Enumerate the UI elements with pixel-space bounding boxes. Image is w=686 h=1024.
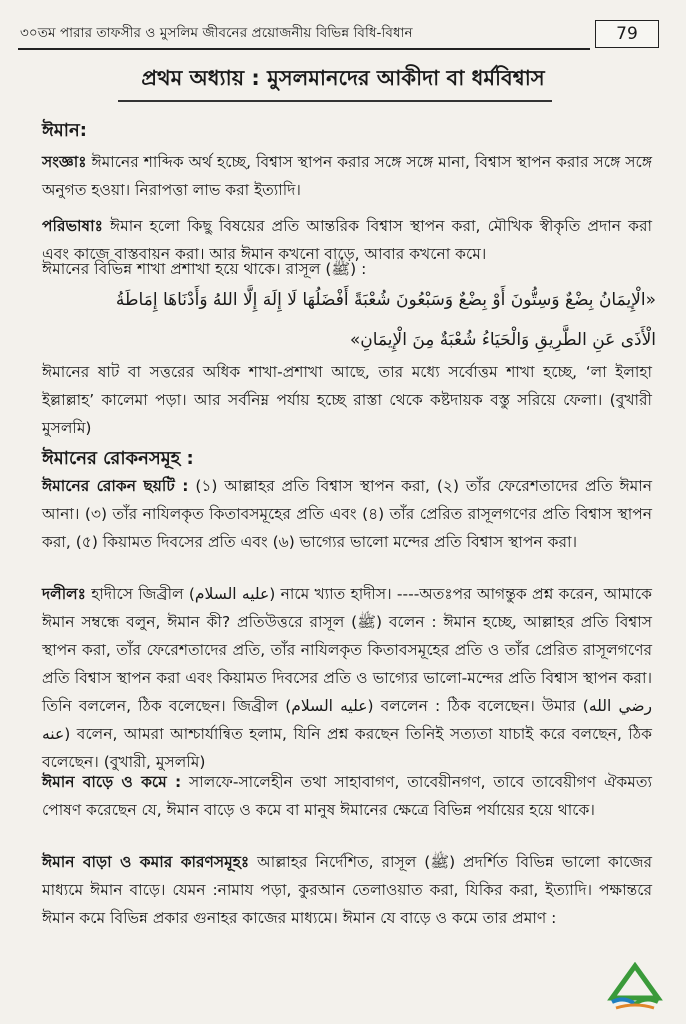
header-title: ৩০তম পারার তাফসীর ও মুসলিম জীবনের প্রয়োজনীয় বিভিন্ন বিধি-বিধান xyxy=(20,25,413,41)
six-pillars-label: ঈমানের রোকন ছয়টি : xyxy=(42,477,189,495)
hadith-arabic-line-2: الْأَذَى عَنِ الطَّرِيقِ وَالْحَيَاءُ شُعْبَةٌ مِنَ الْإِيمَانِ» xyxy=(349,330,656,350)
publisher-logo-icon xyxy=(606,962,664,1014)
page-number: 79 xyxy=(595,20,659,48)
pillars-heading: ঈমানের রোকনসমূহ : xyxy=(42,448,194,469)
logo-triangle xyxy=(612,966,658,998)
increase-decrease-paragraph xyxy=(42,768,652,824)
logo-book-right xyxy=(635,999,658,1004)
reasons-paragraph xyxy=(42,848,652,932)
running-header xyxy=(18,20,666,50)
chapter-title: প্রথম অধ্যায় : মুসলমানদের আকীদা বা ধর্মবিশ্বাস xyxy=(141,66,545,90)
chapter-title-underline xyxy=(118,100,552,102)
evidence-text: হাদীসে জিব্রীল (عليه السلام) নামে খ্যাত হাদীস। ----অতঃপর আগন্তুক প্রশ্ন করেন, আমাকে ঈমান সম্বন্ধে বলুন, ঈমান কী? প্রতিউত্তরে রাসূল (ﷺ) বলেন : ঈমান হচ্ছে, আল্লাহর প্রতি বিশ্বাস স্থাপন করা, তাঁর ফেরেশতাদের প্রতি, তাঁর নাযিলকৃত কিতাবসমূহের প্রতি ও তাঁর প্রেরিত রাসূলগণের প্রতি বিশ্বাস স্থাপন করা এবং কিয়ামত দিবসের প্রতি ও ভাগ্যের ভালো-মন্দের প্রতি বিশ্বাস স্থাপন করা। তিনি বললেন, ঠিক বলেছেন। জিব্রীল (عليه السلام) বললেন : ঠিক বলেছেন। উমার (رضي الله عنه) বলেন, আমরা আশ্চার্যান্বিত হলাম, যিনি প্রশ্ন করছেন তিনিই সত্যতা যাচাই করে বলছেন, ঠিক বলেছেন। (বুখারী, মুসলমি) xyxy=(42,585,653,771)
terminology-label: পরিভাষাঃ xyxy=(42,217,103,235)
six-pillars-text: (১) আল্লাহর প্রতি বিশ্বাস স্থাপন করা, (২) তাঁর ফেরেশতাদের প্রতি ঈমান আনা। (৩) তাঁর নাযিলকৃত কিতাবসমূহের প্রতি এবং (৪) তাঁর প্রেরিত রাসূলগণের প্রতি বিশ্বাস স্থাপন করা, (৫) কিয়ামত দিবসের প্রতি এবং (৬) ভাগ্যের ভালো মন্দের প্রতি বিশ্বাস স্থাপন করা। xyxy=(42,477,653,551)
increase-decrease-label: ঈমান বাড়ে ও কমে : xyxy=(42,773,182,791)
evidence-paragraph xyxy=(42,580,652,776)
hadith-arabic-line-1: «الْإِيمَانُ بِضْعٌ وَسِتُّونَ أَوْ بِضْعٌ وَسَبْعُونَ شُعْبَةً أَفْضَلُهَا لَا إِلَهَ إِلَّا اللهُ وَأَدْنَاهَا إِمَاطَةُ xyxy=(115,290,656,310)
reasons-label: ঈমান বাড়া ও কমার কারণসমূহঃ xyxy=(42,853,250,871)
reasons-text: আল্লাহর নির্দেশিত, রাসূল (ﷺ) প্রদর্শিত বিভিন্ন ভালো কাজের মাধ্যমে ঈমান বাড়ে। যেমন :নামায পড়া, কুরআন তেলাওয়াত করা, যিকির করা, ইত্যাদি। পক্ষান্তরে ঈমান কমে বিভিন্ন প্রকার গুনাহর কাজের মাধ্যমে। ঈমান যে বাড়ে ও কমে তার প্রমাণ : xyxy=(42,853,653,927)
logo-book-left xyxy=(612,999,635,1004)
definition-label: সংজ্ঞাঃ xyxy=(42,153,87,171)
branches-explanation: ঈমানের ষাট বা সত্তরের অধিক শাখা-প্রশাখা আছে, তার মধ্যে সর্বোত্তম শাখা হচ্ছে, ‘লা ইলাহা ইল্লাল্লাহ’ কালেমা পড়া। আর সর্বনিম্ন পর্যায় হচ্ছে রাস্তা থেকে কষ্টদায়ক বস্তু সরিয়ে ফেলা। (বুখারী মুসলমি) xyxy=(42,363,652,437)
logo-base xyxy=(616,1005,654,1008)
definition-paragraph xyxy=(42,148,652,204)
terminology-text: ঈমান হলো কিছু বিষয়ের প্রতি আন্তরিক বিশ্বাস স্থাপন করা, মৌখিক স্বীকৃতি প্রদান করা এবং কাজে বাস্তবায়ন করা। আর ঈমান কখনো বাড়ে, আবার কখনো কমে। xyxy=(42,217,652,263)
evidence-label: দলীলঃ xyxy=(42,585,86,603)
six-pillars-paragraph xyxy=(42,472,652,556)
definition-text: ঈমানের শাব্দিক অর্থ হচ্ছে, বিশ্বাস স্থাপন করার সঙ্গে সঙ্গে মানা, বিশ্বাস স্থাপন করার সঙ্গে সঙ্গে অনুগত হওয়া। নিরাপত্তা লাভ করা ইত্যাদি। xyxy=(42,153,652,199)
branches-intro: ঈমানের বিভিন্ন শাখা প্রশাখা হয়ে থাকে। রাসূল (ﷺ) : xyxy=(42,260,367,278)
increase-decrease-text: সালফে-সালেহীন তথা সাহাবাগণ, তাবেয়ীনগণ, তাবে তাবেয়ীগণ ঐকমত্য পোষণ করেছেন যে, ঈমান বাড়ে ও কমে বা মানুষ ঈমানের ক্ষেত্রে বিভিন্ন পর্যায়ের হয়ে থাকে। xyxy=(42,773,652,819)
header-rule xyxy=(18,48,590,50)
iman-heading: ঈমান: xyxy=(42,120,87,141)
